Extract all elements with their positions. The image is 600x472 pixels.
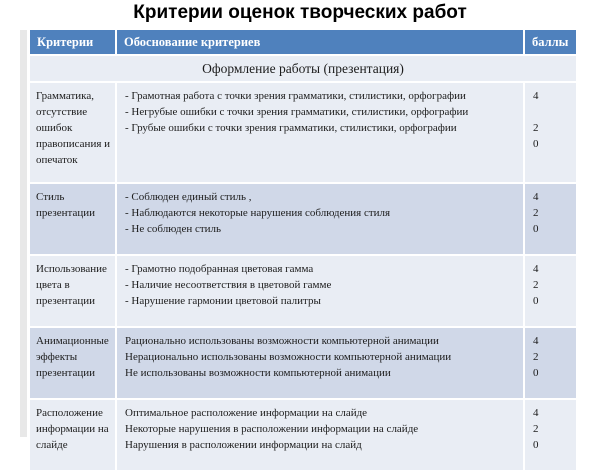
justification-line: Оптимальное расположение информации на слайде <box>125 407 368 419</box>
table-row <box>30 328 576 398</box>
points-value: 2 <box>533 207 539 219</box>
points-value: 0 <box>533 367 539 379</box>
points-value: 4 <box>533 90 539 102</box>
justification-line: Нарушения в расположении информации на слайд <box>125 439 362 451</box>
table-row <box>30 256 576 326</box>
justification-line: - Наблюдаются некоторые нарушения соблюдения стиля <box>125 207 391 219</box>
points-cell <box>525 256 576 326</box>
justification-line: - Негрубые ошибки с точки зрения грамматики, стилистики, орфографии <box>125 106 469 118</box>
points-value: 2 <box>533 423 539 435</box>
points-value: 2 <box>533 122 539 134</box>
criteria-table <box>28 28 578 472</box>
points-value: 2 <box>533 279 539 291</box>
justification-line: Нерационально использованы возможности компьютерной анимации <box>125 351 452 363</box>
col-header-points: баллы <box>525 30 576 54</box>
justification-line: - Нарушение гармонии цветовой палитры <box>125 295 321 307</box>
col-header-justification: Обоснование критериев <box>117 30 523 54</box>
points-value <box>533 104 574 120</box>
table-row <box>30 83 576 182</box>
criterion-cell: Стиль презентации <box>30 184 115 254</box>
justification-line: - Грамотно подобранная цветовая гамма <box>125 263 314 275</box>
justification-line: - Грамотная работа с точки зрения грамматики, стилистики, орфографии <box>125 90 466 102</box>
section-title: Оформление работы (презентация) <box>30 56 576 81</box>
table-row <box>30 400 576 470</box>
points-value: 4 <box>533 335 539 347</box>
points-value: 2 <box>533 351 539 363</box>
section-row <box>30 56 576 81</box>
left-edge-strip <box>20 30 27 437</box>
justification-line: - Наличие несоответствия в цветовой гамме <box>125 279 332 291</box>
points-value: 0 <box>533 439 539 451</box>
justification-line: Некоторые нарушения в расположении информации на слайде <box>125 423 419 435</box>
points-value: 4 <box>533 191 539 203</box>
points-value: 0 <box>533 223 539 235</box>
criterion-cell: Анимационные эффекты презентации <box>30 328 115 398</box>
justification-line: - Грубые ошибки с точки зрения грамматики, стилистики, орфографии <box>125 122 457 134</box>
points-value: 0 <box>533 138 539 150</box>
points-value: 4 <box>533 407 539 419</box>
justification-line: - Соблюден единый стиль , <box>125 191 252 203</box>
points-value: 4 <box>533 263 539 275</box>
justification-cell <box>117 400 523 470</box>
points-cell <box>525 83 576 182</box>
justification-line: - Не соблюден стиль <box>125 223 222 235</box>
criterion-cell: Использование цвета в презентации <box>30 256 115 326</box>
justification-cell <box>117 256 523 326</box>
table-row <box>30 184 576 254</box>
col-header-criteria: Критерии <box>30 30 115 54</box>
justification-line: Рационально использованы возможности компьютерной анимации <box>125 335 439 347</box>
justification-cell <box>117 184 523 254</box>
points-cell <box>525 400 576 470</box>
criterion-cell: Расположение информации на слайде <box>30 400 115 470</box>
header-row <box>30 30 576 54</box>
justification-cell <box>117 328 523 398</box>
justification-line: Не использованы возможности компьютерной анимации <box>125 367 391 379</box>
points-cell <box>525 328 576 398</box>
points-cell <box>525 184 576 254</box>
page-title: Критерии оценок творческих работ <box>133 2 467 23</box>
criterion-cell: Грамматика, отсутствие ошибок правописания и опечаток <box>30 83 115 182</box>
justification-cell <box>117 83 523 182</box>
points-value: 0 <box>533 295 539 307</box>
